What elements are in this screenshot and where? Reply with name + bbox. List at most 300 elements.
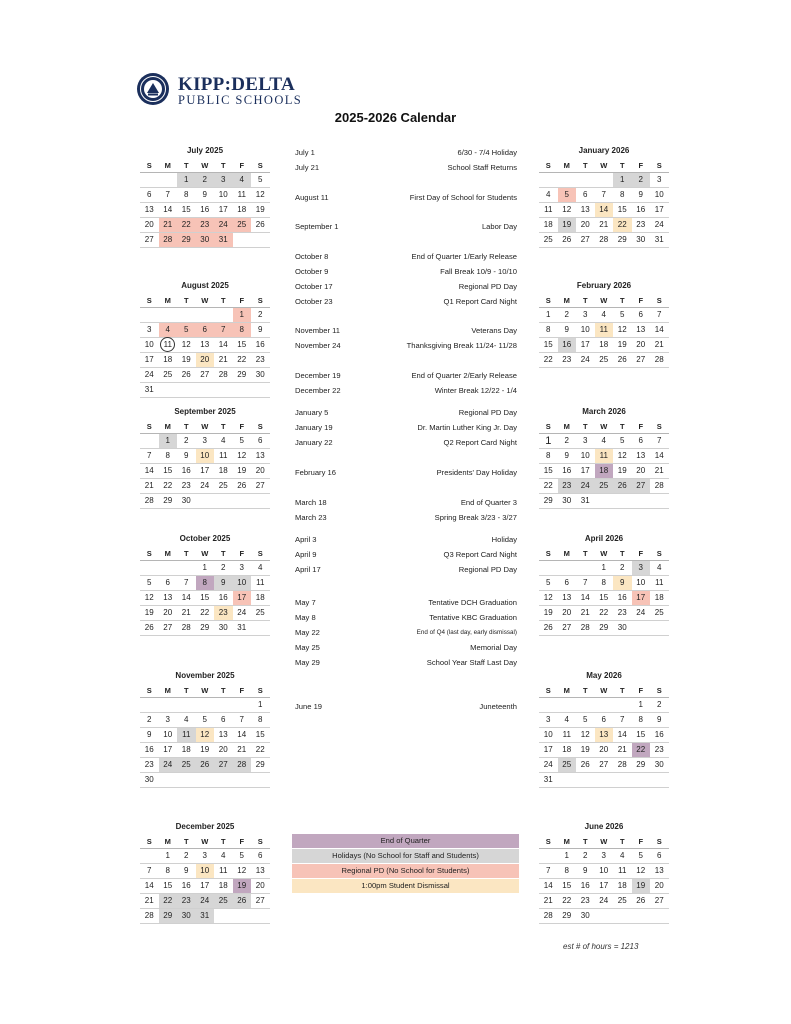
weekday-label: S (545, 422, 551, 431)
day-cell: 9 (657, 715, 662, 724)
month-calendar (539, 145, 669, 248)
weekday-label: T (183, 837, 189, 846)
day-cell: 4 (564, 715, 569, 724)
event-date: March 18 (295, 498, 327, 507)
empty-day-cell (251, 621, 270, 635)
week-row (539, 727, 669, 742)
day-cell: 26 (181, 370, 191, 379)
empty-day-cell (140, 849, 159, 863)
event-description: Regional PD Day (458, 565, 517, 574)
day-cell: 16 (580, 881, 590, 890)
empty-day-cell (613, 773, 632, 787)
day-cell: 5 (258, 175, 263, 184)
day-cell: 10 (580, 451, 590, 460)
empty-day-cell (159, 308, 178, 322)
empty-day-cell (196, 308, 215, 322)
empty-day-cell (558, 698, 577, 712)
day-cell: 18 (562, 745, 572, 754)
day-cell: 20 (580, 220, 590, 229)
day-cell: 23 (214, 606, 233, 620)
empty-day-cell (613, 698, 632, 712)
week-row (539, 908, 669, 924)
weekday-label: S (257, 422, 263, 431)
day-cell: 10 (654, 190, 664, 199)
day-cell: 15 (543, 466, 553, 475)
day-cell: 17 (599, 881, 609, 890)
month-calendar (140, 145, 270, 248)
day-cell: 23 (654, 745, 664, 754)
empty-day-cell (632, 621, 651, 635)
day-cell: 9 (214, 576, 233, 590)
week-row (140, 382, 270, 398)
day-cell: 14 (543, 881, 553, 890)
day-cell: 22 (613, 218, 632, 232)
weekday-label: M (563, 422, 570, 431)
day-cell: 19 (255, 205, 265, 214)
weekday-label: W (600, 422, 608, 431)
day-cell: 10 (580, 325, 590, 334)
week-row (140, 908, 270, 924)
day-cell: 5 (202, 715, 207, 724)
weekday-label: M (563, 161, 570, 170)
day-cell: 22 (543, 481, 553, 490)
day-cell: 17 (163, 745, 173, 754)
day-cell: 19 (543, 608, 553, 617)
month-calendar (539, 406, 669, 509)
day-cell: 3 (165, 715, 170, 724)
month-calendar (539, 280, 669, 368)
weekday-header (539, 836, 669, 848)
empty-day-cell (576, 561, 595, 575)
day-cell: 1 (258, 700, 263, 709)
day-cell: 1 (564, 851, 569, 860)
weekday-label: T (220, 549, 226, 558)
weekday-label: W (201, 422, 209, 431)
day-cell: 12 (144, 593, 154, 602)
day-cell: 2 (583, 851, 588, 860)
weekday-label: S (146, 422, 152, 431)
day-cell: 20 (636, 466, 646, 475)
empty-day-cell (251, 233, 270, 247)
event-description: Q3 Report Card Night (443, 550, 517, 559)
weekday-label: T (183, 686, 189, 695)
empty-day-cell (650, 494, 669, 508)
day-cell: 8 (165, 451, 170, 460)
hours-estimate: est # of hours = 1213 (563, 942, 639, 951)
weekday-label: S (146, 161, 152, 170)
weekday-label: M (164, 296, 171, 305)
day-cell: 8 (165, 866, 170, 875)
day-cell: 4 (601, 310, 606, 319)
day-cell: 7 (147, 866, 152, 875)
day-cell: 12 (617, 451, 627, 460)
day-cell: 29 (200, 623, 210, 632)
day-cell: 18 (163, 355, 173, 364)
empty-day-cell (177, 561, 196, 575)
day-cell: 13 (636, 325, 646, 334)
day-cell: 5 (638, 851, 643, 860)
month-title: July 2025 (186, 146, 224, 155)
day-cell: 19 (144, 608, 154, 617)
day-cell: 23 (562, 355, 572, 364)
day-cell: 3 (147, 325, 152, 334)
day-cell: 15 (543, 340, 553, 349)
day-cell: 7 (601, 190, 606, 199)
event-row (295, 162, 517, 174)
weekday-label: T (582, 422, 588, 431)
day-cell: 21 (654, 466, 664, 475)
day-cell: 28 (654, 481, 664, 490)
empty-day-cell (214, 909, 233, 923)
event-description: Presidents' Day Holiday (436, 468, 517, 477)
week-row (140, 217, 270, 232)
event-date: January 22 (295, 438, 333, 447)
event-date: June 19 (295, 702, 323, 711)
weekday-label: S (146, 549, 152, 558)
day-cell: 20 (196, 353, 215, 367)
day-cell: 16 (654, 730, 664, 739)
day-cell: 4 (221, 436, 226, 445)
event-description: End of Quarter 3 (460, 498, 517, 507)
day-cell: 13 (200, 340, 210, 349)
day-cell: 3 (583, 436, 588, 445)
month-title: April 2026 (584, 534, 624, 543)
day-cell: 18 (599, 340, 609, 349)
day-cell: 15 (255, 730, 265, 739)
day-cell: 11 (256, 578, 265, 587)
weekday-header (140, 295, 270, 307)
week-row (140, 187, 270, 202)
day-cell: 22 (177, 218, 196, 232)
day-cell: 12 (636, 866, 646, 875)
day-cell: 6 (165, 578, 170, 587)
day-cell: 29 (163, 496, 173, 505)
event-row (295, 657, 517, 669)
weekday-label: M (563, 549, 570, 558)
day-cell: 12 (255, 190, 265, 199)
weekday-label: S (545, 686, 551, 695)
day-cell: 8 (196, 576, 215, 590)
weekday-header (539, 548, 669, 560)
day-cell: 24 (144, 370, 154, 379)
weekday-label: T (619, 686, 625, 695)
event-date: April 3 (295, 535, 317, 544)
day-cell: 17 (218, 205, 228, 214)
weekday-label: M (164, 837, 171, 846)
week-row (140, 232, 270, 248)
school-seal-icon (136, 72, 170, 106)
day-cell: 19 (580, 745, 590, 754)
day-cell: 26 (144, 623, 154, 632)
day-cell: 17 (654, 205, 664, 214)
empty-day-cell (595, 494, 614, 508)
empty-day-cell (558, 773, 577, 787)
day-cell: 4 (620, 851, 625, 860)
weekday-label: W (600, 837, 608, 846)
weekday-label: S (545, 837, 551, 846)
day-cell: 25 (617, 896, 627, 905)
day-cell: 2 (620, 563, 625, 572)
week-row (539, 322, 669, 337)
logo-name: KIPP:DELTA (178, 74, 296, 95)
day-cell: 11 (177, 728, 196, 742)
day-cell: 18 (617, 881, 627, 890)
weekday-label: F (239, 686, 245, 695)
day-cell: 27 (599, 760, 609, 769)
day-cell: 27 (654, 896, 664, 905)
day-cell: 13 (255, 866, 265, 875)
day-cell: 25 (233, 218, 252, 232)
empty-day-cell (632, 773, 651, 787)
day-cell: 29 (562, 911, 572, 920)
day-cell: 8 (546, 451, 551, 460)
empty-day-cell (251, 383, 270, 397)
day-cell: 14 (181, 593, 191, 602)
day-cell: 31 (580, 496, 590, 505)
weekday-label: M (164, 161, 171, 170)
day-cell: 4 (657, 563, 662, 572)
day-cell: 3 (601, 851, 606, 860)
day-cell: 13 (595, 728, 614, 742)
day-cell: 31 (543, 775, 553, 784)
empty-day-cell (539, 849, 558, 863)
month-title: March 2026 (582, 407, 626, 416)
day-cell: 14 (595, 203, 614, 217)
day-cell: 14 (617, 730, 627, 739)
day-cell: 27 (255, 481, 265, 490)
day-cell: 18 (543, 220, 553, 229)
weekday-label: S (257, 549, 263, 558)
week-row (140, 742, 270, 757)
day-cell: 27 (255, 896, 265, 905)
day-cell: 7 (546, 866, 551, 875)
day-cell: 7 (620, 715, 625, 724)
day-cell: 30 (144, 775, 154, 784)
event-description: Tentative KBC Graduation (429, 613, 517, 622)
day-cell: 15 (181, 205, 191, 214)
day-cell: 23 (144, 760, 154, 769)
day-cell: 22 (543, 355, 553, 364)
event-date: September 1 (295, 222, 339, 231)
event-date: July 21 (295, 163, 320, 172)
event-date: December 22 (295, 386, 341, 395)
event-row (295, 340, 517, 352)
day-cell: 25 (218, 481, 228, 490)
day-cell: 2 (196, 173, 215, 187)
empty-day-cell (140, 173, 159, 187)
day-cell: 21 (543, 896, 553, 905)
day-cell: 24 (196, 894, 215, 908)
weekday-label: F (638, 686, 644, 695)
page-title: 2025-2026 Calendar (334, 110, 457, 125)
event-date: December 19 (295, 371, 341, 380)
day-cell: 9 (202, 190, 207, 199)
event-date: January 19 (295, 423, 333, 432)
day-cell: 15 (237, 340, 247, 349)
day-cell: 4 (233, 173, 252, 187)
day-cell: 2 (184, 851, 189, 860)
day-cell: 9 (258, 325, 263, 334)
week-row (140, 478, 270, 493)
weekday-label: T (220, 161, 226, 170)
month-calendar (140, 406, 270, 509)
day-cell: 14 (163, 205, 173, 214)
day-cell: 21 (654, 340, 664, 349)
day-cell: 27 (163, 623, 173, 632)
weekday-label: F (638, 837, 644, 846)
event-row (295, 147, 517, 159)
day-cell: 4 (159, 323, 178, 337)
day-cell: 19 (237, 466, 247, 475)
event-description: Spring Break 3/23 - 3/27 (434, 513, 517, 522)
legend-item: Regional PD (No School for Students) (292, 864, 519, 878)
week-row (140, 337, 270, 352)
day-cell: 21 (617, 745, 627, 754)
day-cell: 11 (219, 866, 228, 875)
week-row (140, 727, 270, 742)
day-cell: 21 (218, 355, 228, 364)
week-row (140, 463, 270, 478)
day-cell: 11 (159, 338, 178, 352)
week-row (539, 772, 669, 788)
event-row (295, 497, 517, 509)
day-cell: 4 (546, 190, 551, 199)
week-row (539, 560, 669, 575)
week-row (140, 560, 270, 575)
day-cell: 11 (544, 205, 553, 214)
weekday-label: T (183, 161, 189, 170)
week-row (140, 202, 270, 217)
empty-day-cell (214, 773, 233, 787)
week-row (140, 893, 270, 908)
day-cell: 25 (214, 894, 233, 908)
day-cell: 29 (237, 370, 247, 379)
weekday-label: F (239, 296, 245, 305)
empty-day-cell (539, 173, 558, 187)
month-calendar (140, 670, 270, 788)
day-cell: 27 (562, 623, 572, 632)
empty-day-cell (632, 909, 651, 923)
week-row (140, 620, 270, 636)
week-row (140, 448, 270, 463)
event-row (295, 564, 517, 576)
day-cell: 20 (163, 608, 173, 617)
empty-day-cell (177, 698, 196, 712)
day-cell: 20 (144, 220, 154, 229)
weekday-label: W (201, 296, 209, 305)
week-row (539, 878, 669, 893)
weekday-label: T (582, 686, 588, 695)
empty-day-cell (214, 308, 233, 322)
week-row (539, 433, 669, 448)
day-cell: 23 (255, 355, 265, 364)
event-description: Veterans Day (471, 326, 517, 335)
day-cell: 10 (196, 449, 215, 463)
day-cell: 30 (177, 909, 196, 923)
day-cell: 5 (620, 436, 625, 445)
day-cell: 11 (595, 449, 614, 463)
day-cell: 29 (159, 909, 178, 923)
day-cell: 6 (601, 715, 606, 724)
event-date: April 17 (295, 565, 321, 574)
week-row (539, 478, 669, 493)
week-row (539, 217, 669, 232)
week-row (539, 493, 669, 509)
day-cell: 10 (218, 190, 228, 199)
month-calendar (539, 821, 669, 924)
week-row (140, 493, 270, 509)
event-date: October 17 (295, 282, 333, 291)
month-title: December 2025 (175, 822, 235, 831)
event-date: October 8 (295, 252, 329, 261)
day-cell: 6 (147, 190, 152, 199)
day-cell: 1 (233, 308, 252, 322)
day-cell: 5 (147, 578, 152, 587)
event-date: November 11 (295, 326, 341, 335)
day-cell: 27 (214, 758, 233, 772)
event-description: Tentative DCH Graduation (428, 598, 517, 607)
day-cell: 28 (218, 370, 228, 379)
day-cell: 7 (147, 451, 152, 460)
day-cell: 10 (543, 730, 553, 739)
day-cell: 15 (599, 593, 609, 602)
empty-day-cell (613, 494, 632, 508)
weekday-header (539, 685, 669, 697)
day-cell: 30 (580, 911, 590, 920)
day-cell: 24 (237, 608, 247, 617)
event-row (295, 192, 517, 204)
day-cell: 16 (200, 205, 210, 214)
day-cell: 16 (558, 338, 577, 352)
event-date: January 5 (295, 408, 329, 417)
day-cell: 7 (214, 323, 233, 337)
day-cell: 2 (564, 310, 569, 319)
day-cell: 8 (233, 323, 252, 337)
empty-day-cell (177, 308, 196, 322)
day-cell: 23 (181, 481, 191, 490)
weekday-label: S (656, 837, 662, 846)
week-row (539, 863, 669, 878)
kipp-delta-logo (136, 72, 306, 110)
day-cell: 15 (163, 466, 173, 475)
weekday-label: S (257, 686, 263, 695)
day-cell: 20 (654, 881, 664, 890)
day-cell: 1 (165, 851, 170, 860)
week-row (140, 848, 270, 863)
day-cell: 11 (655, 578, 664, 587)
day-cell: 29 (177, 233, 196, 247)
weekday-label: W (600, 549, 608, 558)
weekday-header (140, 685, 270, 697)
empty-day-cell (233, 494, 252, 508)
day-cell: 6 (657, 851, 662, 860)
empty-day-cell (558, 561, 577, 575)
day-cell: 14 (654, 451, 664, 460)
day-cell: 24 (576, 479, 595, 493)
event-row (295, 627, 517, 639)
empty-day-cell (140, 698, 159, 712)
day-cell: 2 (147, 715, 152, 724)
day-cell: 14 (237, 730, 247, 739)
week-row (140, 590, 270, 605)
day-cell: 14 (144, 466, 154, 475)
weekday-header (140, 548, 270, 560)
day-cell: 15 (617, 205, 627, 214)
day-cell: 22 (562, 896, 572, 905)
day-cell: 28 (144, 496, 154, 505)
day-cell: 8 (620, 190, 625, 199)
day-cell: 21 (144, 481, 154, 490)
